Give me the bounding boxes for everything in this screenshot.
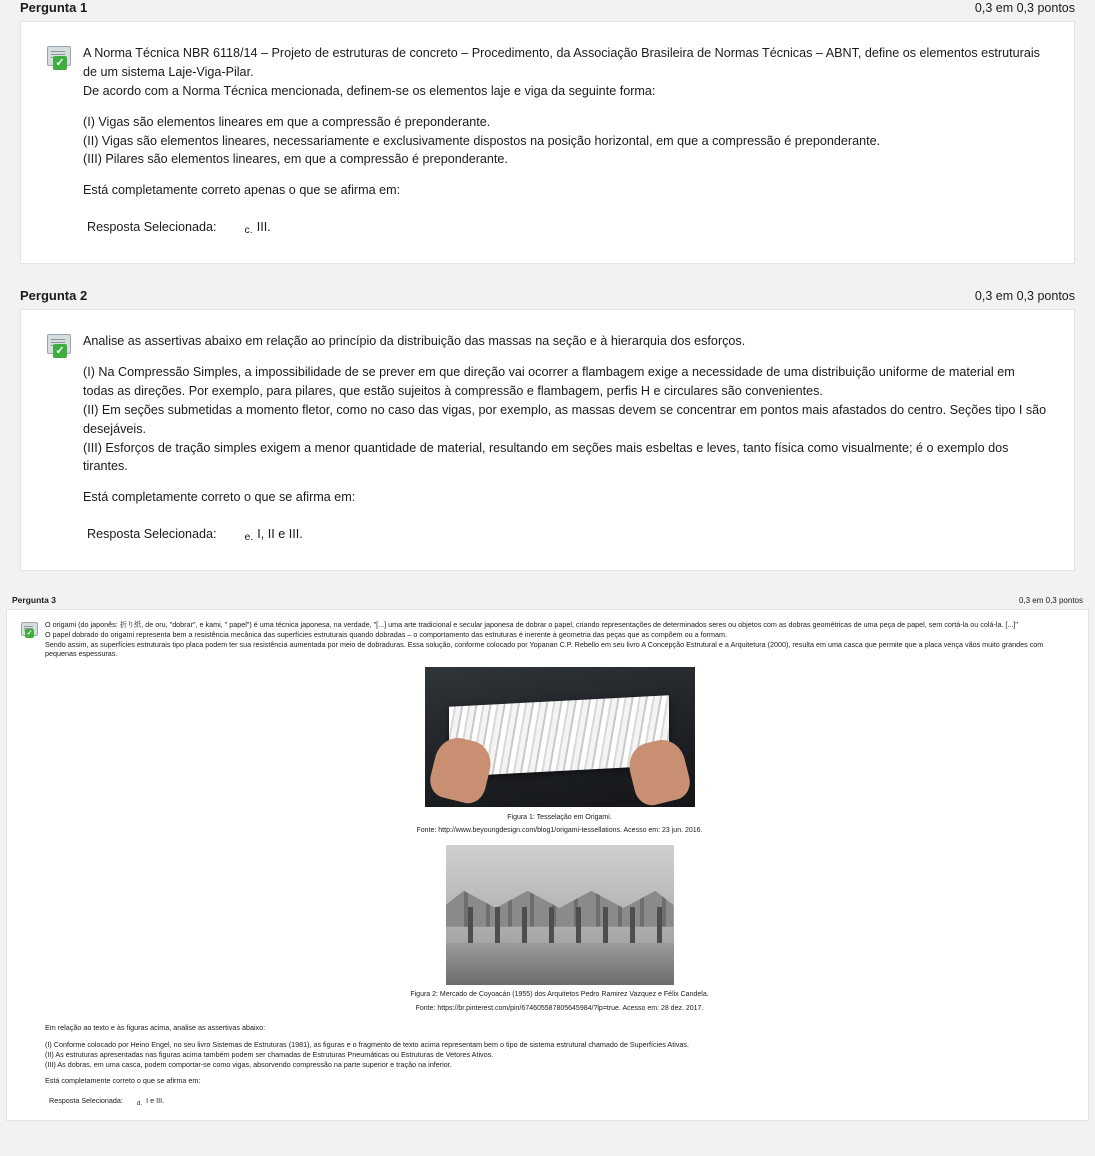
question-text-1 [83,44,1048,237]
answer-letter: d. [136,1100,143,1108]
check-icon: ✓ [53,56,67,70]
question-option-i: (I) Vigas são elementos lineares em que a compressão é preponderante. [83,114,491,129]
question-option-ii: (II) As estruturas apresentadas nas figuras acima também podem ser chamadas de Estruturas Pneumáticas ou Estruturas de Vetores Ativos. [45,1049,494,1059]
answer-letter: c. [244,224,253,237]
question-header-1 [0,0,1095,21]
question-block-3 [0,595,1095,1121]
question-title-2: Pergunta 2 [20,288,88,304]
question-paragraph: O origami (do japonês: 折り紙, de oru, "dobrar", e kami, " papel") é uma técnica japonesa, na verdade, "[...] uma arte tradicional e secular japonesa de dobrar o papel, criando representações de determinados seres ou objetos com as dobras geométricas de uma peça de papel, sem cortá-la ou colá-la. [...]" [45,620,1018,630]
question-prompt-intro: Em relação ao texto e às figuras acima, analise as assertivas abaixo: [45,1023,266,1033]
question-option-ii: (II) Em seções submetidas a momento fletor, como no caso das vigas, por exemplo, as massas devem se concentrar em pontos mais afastados do centro. Seções tipo I são desejáveis. [83,402,1047,436]
mercado-coyoacan-photo [446,845,674,985]
question-prompt: Está completamente correto o que se afirma em: [83,490,356,505]
figure-2 [45,845,1074,1015]
question-option-i: (I) Na Compressão Simples, a impossibilidade de se prever em que direção vai ocorrer a flambagem exige a necessidade de uma distribuição uniforme de material em todas as direções. Por exemplo, para pilares, que estão sujeitos à compressão e flambagem, perfis H e circulares são convenientes. [83,365,1015,398]
question-points-2: 0,3 em 0,3 pontos [974,289,1075,304]
question-points-3: 0,3 em 0,3 pontos [1018,596,1083,606]
question-block-1 [0,0,1095,264]
check-icon: ✓ [53,344,67,358]
answer-letter: e. [244,531,254,544]
question-paragraph: De acordo com a Norma Técnica mencionada, definem-se os elementos laje e viga da seguinte forma: [83,83,656,98]
figure-1-source: Fonte: http://www.beyoungdesign.com/blog1/origami-tessellations. Acesso em: 23 jun. 2016. [416,827,703,835]
question-text-3 [45,620,1074,1106]
figure-1 [45,667,1074,837]
question-body-2 [20,309,1075,571]
question-option-iii: (III) As dobras, em uma casca, podem comportar-se como vigas, absorvendo compressão na parte superior e tração na inferior. [45,1059,452,1069]
question-prompt: Está completamente correto o que se afirma em: [45,1076,201,1086]
figure-2-source: Fonte: https://br.pinterest.com/pin/674605587805645984/?lp=true. Acesso em: 28 dez. 2017. [415,1004,704,1012]
question-header-2 [0,288,1095,309]
section-spacer [0,264,1095,288]
answer-value: III. [256,220,271,235]
question-title-1: Pergunta 1 [20,0,88,15]
question-option-iii: (III) Pilares são elementos lineares, em que a compressão é preponderante. [83,152,508,167]
answer-label: Resposta Selecionada: [49,1096,123,1106]
question-block-2 [0,288,1095,571]
question-paragraph: Analise as assertivas abaixo em relação ao princípio da distribuição das massas na seção e à hierarquia dos esforços. [83,334,746,349]
question-option-iii: (III) Esforços de tração simples exigem a menor quantidade de material, resultando em seções mais esbeltas e leves, tanto física como visualmente; é o exemplo dos tirantes. [83,440,1009,474]
question-option-i: (I) Conforme colocado por Heino Engel, no seu livro Sistemas de Estruturas (1981), as figuras e o fragmento de texto acima representam bem o tipo de sistema estrutural chamado de Superfícies Ativas. [45,1040,689,1050]
question-status-icon-3 [21,622,39,640]
answer-label: Resposta Selecionada: [87,527,217,542]
question-status-icon-2 [47,334,73,360]
question-paragraph: Sendo assim, as superfícies estruturais tipo placa podem ter sua resistência aumentada por meio de dobraduras. Essa solução, conforme colocado por Yopanan C.P. Rebello em seu livro A Concepção Estrutural e a Arquitetura (2000), resulta em uma casca que permite que a placa vença vãos muito grandes com pequenas espessuras. [45,639,1044,659]
answer-value: I e III. [146,1096,165,1106]
section-spacer [0,571,1095,595]
answer-row-1 [83,218,1048,237]
question-paragraph: A Norma Técnica NBR 6118/14 – Projeto de estruturas de concreto – Procedimento, da Associação Brasileira de Normas Técnicas – ABNT, define os elementos estruturais de um sistema Laje-Viga-Pilar. [83,46,1040,79]
question-body-3 [6,609,1089,1121]
figure-1-caption: Figura 1: Tesselação em Origami. [507,813,612,821]
question-status-icon-1 [47,46,73,72]
answer-value: I, II e III. [257,527,303,542]
question-title-3: Pergunta 3 [12,595,56,606]
question-prompt: Está completamente correto apenas o que se afirma em: [83,183,401,198]
question-text-2 [83,332,1048,544]
question-body-1 [20,21,1075,264]
answer-row-3 [45,1096,1074,1106]
answer-label: Resposta Selecionada: [87,220,217,235]
origami-tessellation-photo [425,667,695,807]
answer-row-2 [83,525,1048,544]
check-icon: ✓ [26,630,33,638]
question-points-1: 0,3 em 0,3 pontos [974,1,1075,15]
question-option-ii: (II) Vigas são elementos lineares, necessariamente e exclusivamente dispostos na posição horizontal, em que a compressão é preponderante. [83,133,881,148]
question-paragraph: O papel dobrado do origami representa bem a resistência mecânica das superfícies estruturais quando dobradas – o comportamento das estruturas é inerente à geometria das peças que as compõem ou a formam. [45,629,727,639]
question-header-3 [0,595,1095,609]
figure-2-caption: Figura 2: Mercado de Coyoacán (1955) dos Arquitetos Pedro Ramirez Vazquez e Félix Candela. [410,991,709,999]
